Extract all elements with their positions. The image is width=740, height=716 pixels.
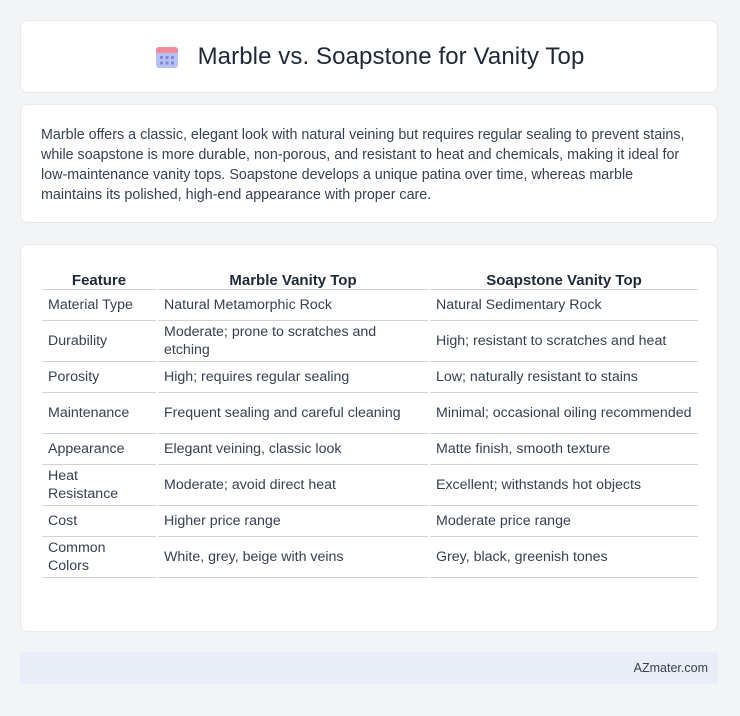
- soapstone-cell: Matte finish, smooth texture: [430, 434, 698, 465]
- comparison-table: [40, 265, 700, 578]
- marble-cell: Higher price range: [158, 506, 428, 537]
- footer: [20, 652, 718, 684]
- feature-cell: Porosity: [42, 362, 156, 393]
- comparison-table-card: [20, 244, 718, 632]
- soapstone-cell: High; resistant to scratches and heat: [430, 321, 698, 362]
- title-wrap: [154, 43, 585, 71]
- summary-text: Marble offers a classic, elegant look with natural veining but requires regular sealing to prevent stains, while soapstone is more durable, non-porous, and resistant to heat and chemicals, making it ideal for low-maintenance vanity tops. Soapstone develops a unique patina over time, whereas marble maintains its polished, high-end appearance with proper care.: [41, 127, 685, 203]
- soapstone-cell: Low; naturally resistant to stains: [430, 362, 698, 393]
- header-marble: Marble Vanity Top: [158, 265, 428, 290]
- table-row: [42, 393, 698, 434]
- feature-cell: Appearance: [42, 434, 156, 465]
- table-row: [42, 321, 698, 362]
- header-feature: Feature: [42, 265, 156, 290]
- feature-cell: Maintenance: [42, 393, 156, 434]
- feature-cell: Common Colors: [42, 537, 156, 578]
- marble-cell: Frequent sealing and careful cleaning: [158, 393, 428, 434]
- table-row: [42, 506, 698, 537]
- feature-cell: Durability: [42, 321, 156, 362]
- soapstone-cell: Minimal; occasional oiling recommended: [430, 393, 698, 434]
- marble-cell: Moderate; avoid direct heat: [158, 465, 428, 506]
- marble-cell: Moderate; prone to scratches and etching: [158, 321, 428, 362]
- marble-cell: White, grey, beige with veins: [158, 537, 428, 578]
- soapstone-cell: Natural Sedimentary Rock: [430, 290, 698, 321]
- table-row: [42, 537, 698, 578]
- header-soapstone: Soapstone Vanity Top: [430, 265, 698, 290]
- calendar-icon: [154, 44, 180, 70]
- marble-cell: High; requires regular sealing: [158, 362, 428, 393]
- table-row: [42, 465, 698, 506]
- soapstone-cell: Excellent; withstands hot objects: [430, 465, 698, 506]
- table-header-row: [42, 265, 698, 290]
- feature-cell: Heat Resistance: [42, 465, 156, 506]
- marble-cell: Elegant veining, classic look: [158, 434, 428, 465]
- summary-card: [20, 104, 718, 223]
- table-row: [42, 362, 698, 393]
- marble-cell: Natural Metamorphic Rock: [158, 290, 428, 321]
- table-row: [42, 434, 698, 465]
- soapstone-cell: Moderate price range: [430, 506, 698, 537]
- soapstone-cell: Grey, black, greenish tones: [430, 537, 698, 578]
- table-row: [42, 290, 698, 321]
- feature-cell: Material Type: [42, 290, 156, 321]
- footer-brand: AZmater.com: [633, 661, 708, 675]
- title-card: [20, 20, 718, 93]
- page-title: Marble vs. Soapstone for Vanity Top: [197, 42, 585, 70]
- feature-cell: Cost: [42, 506, 156, 537]
